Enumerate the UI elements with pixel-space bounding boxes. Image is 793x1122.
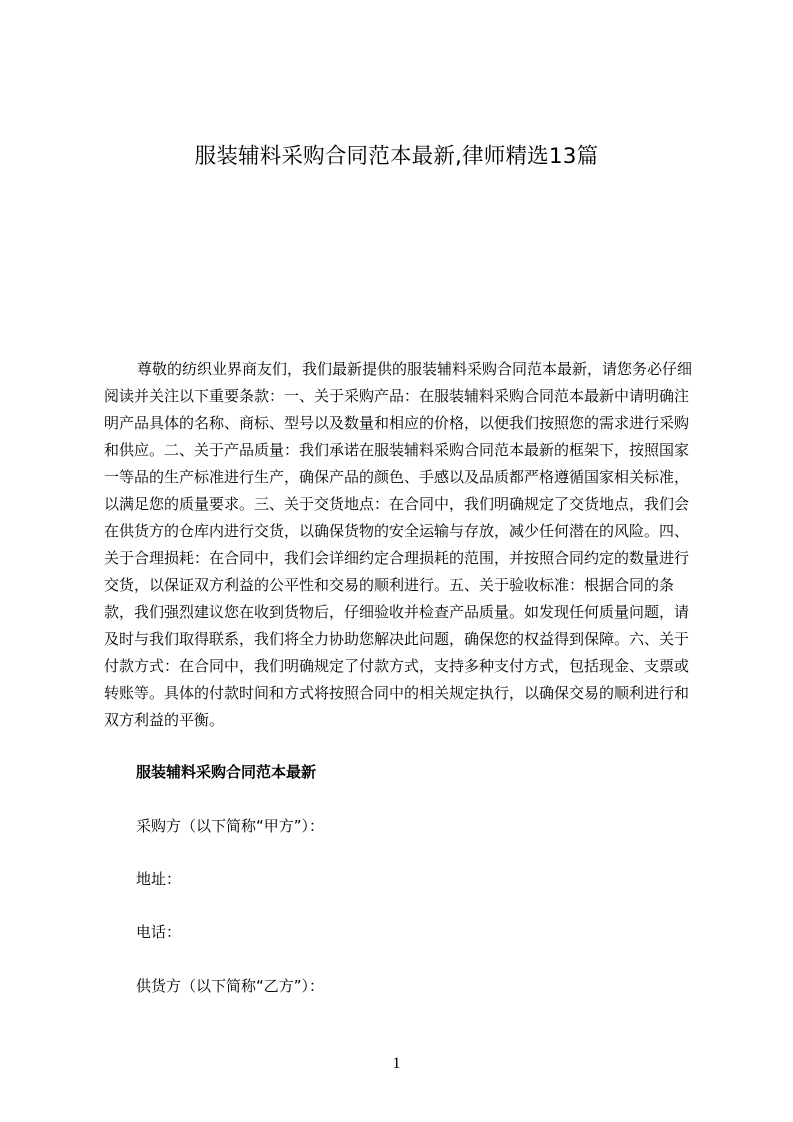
section-heading: 服装辅料采购合同范本最新 [136,763,317,781]
phone-field-label: 电话： [136,923,182,941]
address-field-label: 地址： [136,870,182,888]
supplier-field-label: 供货方（以下简称“乙方”）： [136,977,325,995]
page-number: 1 [392,1055,401,1072]
document-title: 服装辅料采购合同范本最新,律师精选13篇 [194,144,599,169]
buyer-field-label: 采购方（以下简称“甲方”）： [136,817,325,835]
intro-paragraph: 尊敬的纺织业界商友们，我们最新提供的服装辅料采购合同范本最新，请您务必仔细阅读并关注以下重要条款：一、关于采购产品：在服装辅料采购合同范本最新中请明确注明产品具体的名称、商标、型号以及数量和相应的价格，以便我们按照您的需求进行采购和供应。二、关于产品质量：我们承诺在服装辅料采购合同范本最新的框架下，按照国家一等品的生产标准进行生产，确保产品的颜色、手感以及品质都严格遵循国家相关标准，以满足您的质量要求。三、关于交货地点：在合同中，我们明确规定了交货地点，我们会在供货方的仓库内进行交货，以确保货物的安全运输与存放，减少任何潜在的风险。四、关于合理损耗：在合同中，我们会详细约定合理损耗的范围，并按照合同约定的数量进行交货，以保证双方利益的公平性和交易的顺利进行。五、关于验收标准：根据合同的条款，我们强烈建议您在收到货物后，仔细验收并检查产品质量。如发现任何质量问题，请及时与我们取得联系，我们将全力协助您解决此问题，确保您的权益得到保障。六、关于付款方式：在合同中，我们明确规定了付款方式，支持多种支付方式，包括现金、支票或转账等。具体的付款时间和方式将按照合同中的相关规定执行，以确保交易的顺利进行和双方利益的平衡。 [104,360,693,729]
